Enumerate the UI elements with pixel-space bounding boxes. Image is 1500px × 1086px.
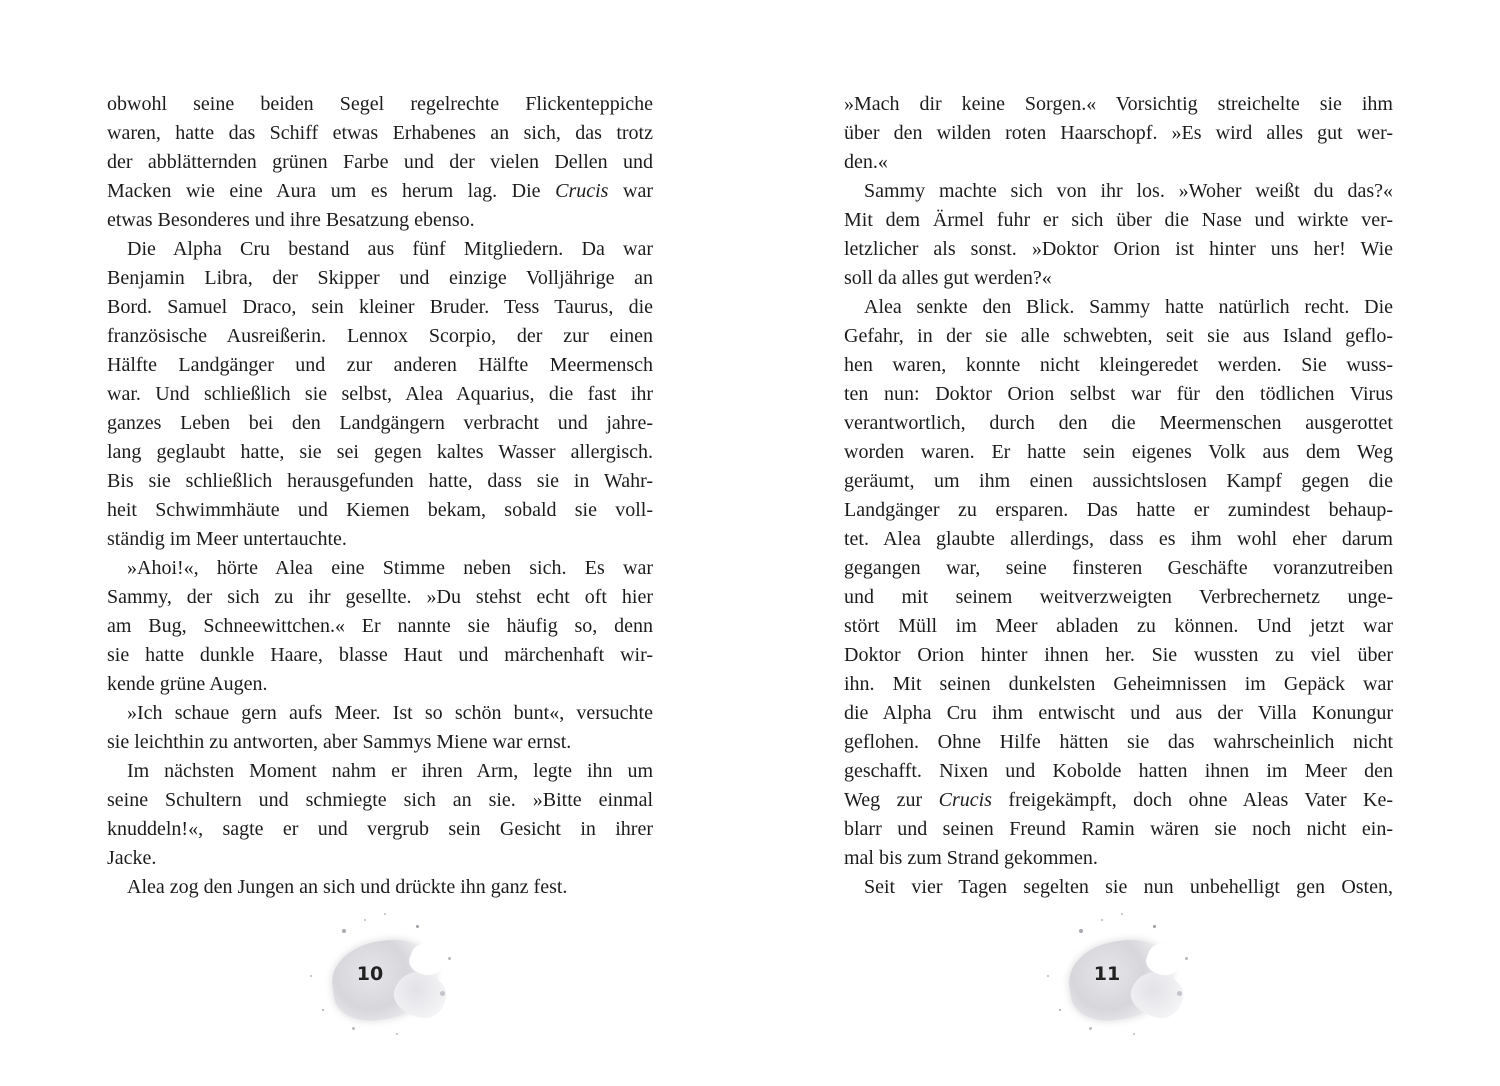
text-line: knuddeln!«, sagte er und vergrub sein Gesicht in ihrer bbox=[107, 818, 653, 840]
text-line: etwas Besonderes und ihre Besatzung ebenso. bbox=[107, 209, 475, 231]
text-line: Alea zog den Jungen an sich und drückte ihn ganz fest. bbox=[127, 876, 568, 898]
splash-speckle bbox=[384, 913, 386, 915]
splash-speckle bbox=[416, 925, 419, 928]
splash-speckle bbox=[1177, 991, 1182, 996]
text-line: soll da alles gut werden?« bbox=[844, 267, 1052, 289]
text-line: geflohen. Ohne Hilfe hätten sie das wahrscheinlich nicht bbox=[844, 731, 1393, 753]
text-column-left bbox=[107, 90, 653, 902]
text-line: Sammy machte sich von ihr los. »Woher weißt du das?« bbox=[864, 180, 1393, 202]
text-line: Im nächsten Moment nahm er ihren Arm, legte ihn um bbox=[127, 760, 653, 782]
splash-speckle bbox=[1089, 1027, 1092, 1030]
splash-speckle bbox=[322, 1009, 324, 1011]
text-line: Bis sie schließlich herausgefunden hatte, dass sie in Wahr- bbox=[107, 470, 653, 492]
text-line: tet. Alea glaubte allerdings, dass es ihm wohl eher darum bbox=[844, 528, 1393, 550]
splash-speckle bbox=[352, 1027, 355, 1030]
splash-speckle bbox=[1133, 1033, 1135, 1035]
text-line: Alea senkte den Blick. Sammy hatte natürlich recht. Die bbox=[864, 296, 1393, 318]
text-line: hen waren, konnte nicht kleingeredet werden. Sie wuss- bbox=[844, 354, 1393, 376]
text-line: worden waren. Er hatte sein eigenes Volk aus dem Weg bbox=[844, 441, 1393, 463]
splash-speckle bbox=[1153, 925, 1156, 928]
ink-splash-right bbox=[1035, 915, 1205, 1045]
text-line: waren, hatte das Schiff etwas Erhabenes an sich, das trotz bbox=[107, 122, 653, 144]
text-line: mal bis zum Strand gekommen. bbox=[844, 847, 1098, 869]
splash-speckle bbox=[448, 957, 451, 960]
text-line: am Bug, Schneewittchen.« Er nannte sie häufig so, denn bbox=[107, 615, 653, 637]
splash-speckle bbox=[1059, 1009, 1061, 1011]
text-line: sie leichthin zu antworten, aber Sammys Miene war ernst. bbox=[107, 731, 572, 753]
text-line: ihn. Mit seinen dunkelsten Geheimnissen im Gepäck war bbox=[844, 673, 1393, 695]
ink-splash-left bbox=[298, 915, 468, 1045]
text-line: Doktor Orion hinter ihnen her. Sie wussten zu viel über bbox=[844, 644, 1393, 666]
text-line: Mit dem Ärmel fuhr er sich über die Nase und wirkte ver- bbox=[844, 209, 1393, 231]
text-line: Benjamin Libra, der Skipper und einzige Volljährige an bbox=[107, 267, 653, 289]
text-line: Weg zur Crucis freigekämpft, doch ohne Aleas Vater Ke- bbox=[844, 789, 1393, 811]
text-line: lang geglaubt hatte, sie sei gegen kaltes Wasser allergisch. bbox=[107, 441, 653, 463]
text-line: stört Müll im Meer abladen zu können. Und jetzt war bbox=[844, 615, 1393, 637]
splash-speckle bbox=[1079, 929, 1083, 933]
text-line: »Ahoi!«, hörte Alea eine Stimme neben sich. Es war bbox=[127, 557, 653, 579]
page-number: 11 bbox=[1093, 963, 1121, 985]
text-line: gegangen war, seine finsteren Geschäfte voranzutreiben bbox=[844, 557, 1393, 579]
text-line: Hälfte Landgänger und zur anderen Hälfte Meermensch bbox=[107, 354, 653, 376]
text-line: Bord. Samuel Draco, sein kleiner Bruder. Tess Taurus, die bbox=[107, 296, 653, 318]
text-line: verantwortlich, durch den die Meermenschen ausgerottet bbox=[844, 412, 1393, 434]
text-line: ständig im Meer untertauchte. bbox=[107, 528, 347, 550]
text-line: war. Und schließlich sie selbst, Alea Aquarius, die fast ihr bbox=[107, 383, 653, 405]
text-line: »Ich schaue gern aufs Meer. Ist so schön bunt«, versuchte bbox=[127, 702, 653, 724]
text-line: geschafft. Nixen und Kobolde hatten ihnen im Meer den bbox=[844, 760, 1393, 782]
text-line: seine Schultern und schmiegte sich an sie. »Bitte einmal bbox=[107, 789, 653, 811]
text-line: Landgänger zu ersparen. Das hatte er zumindest behaup- bbox=[844, 499, 1393, 521]
text-line: ten nun: Doktor Orion selbst war für den tödlichen Virus bbox=[844, 383, 1393, 405]
text-line: über den wilden roten Haarschopf. »Es wird alles gut wer- bbox=[844, 122, 1393, 144]
splash-speckle bbox=[342, 929, 346, 933]
text-line: und mit seinem weitverzweigten Verbrechernetz unge- bbox=[844, 586, 1393, 608]
text-line: obwohl seine beiden Segel regelrechte Flickenteppiche bbox=[107, 93, 653, 115]
text-line: Macken wie eine Aura um es herum lag. Die Crucis war bbox=[107, 180, 653, 202]
text-line: »Mach dir keine Sorgen.« Vorsichtig streichelte sie ihm bbox=[844, 93, 1393, 115]
page-number: 10 bbox=[356, 963, 384, 985]
text-line: Jacke. bbox=[107, 847, 157, 869]
text-column-right bbox=[844, 90, 1393, 902]
text-line: Gefahr, in der sie alle schwebten, seit sie aus Island geflo- bbox=[844, 325, 1393, 347]
text-line: heit Schwimmhäute und Kiemen bekam, sobald sie voll- bbox=[107, 499, 653, 521]
text-line: Die Alpha Cru bestand aus fünf Mitgliedern. Da war bbox=[127, 238, 653, 260]
text-line: die Alpha Cru ihm entwischt und aus der Villa Konungur bbox=[844, 702, 1393, 724]
text-line: französische Ausreißerin. Lennox Scorpio, der zur einen bbox=[107, 325, 653, 347]
splash-speckle bbox=[364, 919, 366, 921]
text-line: geräumt, um ihm einen aussichtslosen Kampf gegen die bbox=[844, 470, 1393, 492]
page-right bbox=[750, 0, 1500, 1086]
text-line: sie hatte dunkle Haare, blasse Haut und märchenhaft wir- bbox=[107, 644, 653, 666]
text-line: kende grüne Augen. bbox=[107, 673, 268, 695]
splash-speckle bbox=[1121, 913, 1123, 915]
splash-speckle bbox=[1185, 957, 1188, 960]
text-line: letzlicher als sonst. »Doktor Orion ist hinter uns her! Wie bbox=[844, 238, 1393, 260]
splash-speckle bbox=[440, 991, 445, 996]
splash-speckle bbox=[1101, 919, 1103, 921]
text-line: den.« bbox=[844, 151, 888, 173]
text-line: blarr und seinen Freund Ramin wären sie noch nicht ein- bbox=[844, 818, 1393, 840]
text-line: ganzes Leben bei den Landgängern verbracht und jahre- bbox=[107, 412, 653, 434]
splash-speckle bbox=[396, 1033, 398, 1035]
text-line: der abblätternden grünen Farbe und der vielen Dellen und bbox=[107, 151, 653, 173]
text-line: Seit vier Tagen segelten sie nun unbehelligt gen Osten, bbox=[864, 876, 1393, 898]
text-line: Sammy, der sich zu ihr gesellte. »Du stehst echt oft hier bbox=[107, 586, 653, 608]
